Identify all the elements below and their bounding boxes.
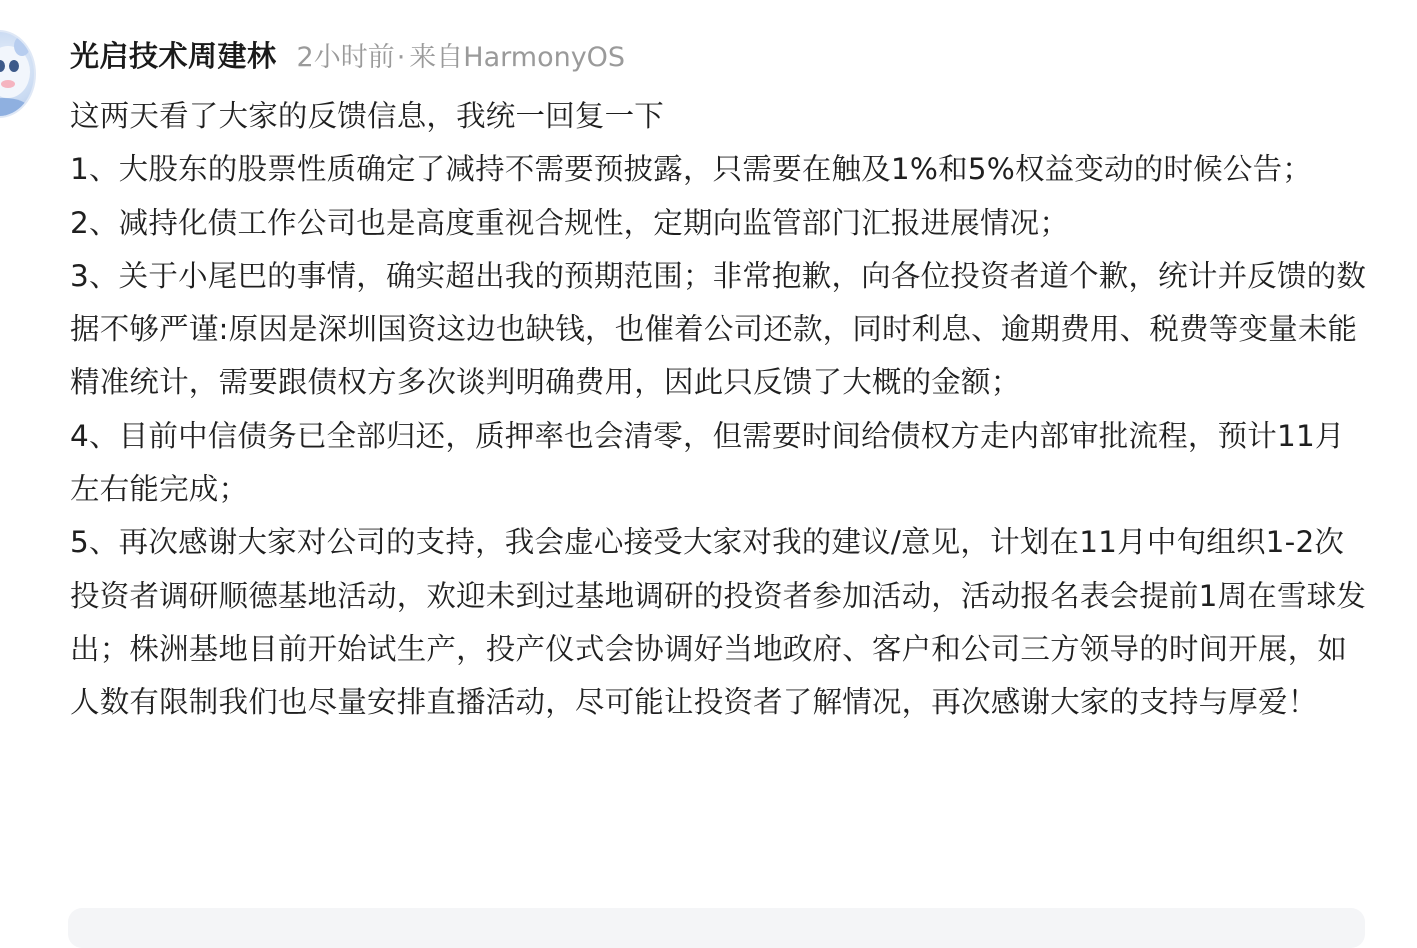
post-header (70, 34, 625, 74)
post-line-4: 4、目前中信债务已全部归还，质押率也会清零，但需要时间给债权方走内部审批流程，预计11月左右能完成； (70, 418, 1345, 507)
post-line-1: 1、大股东的股票性质确定了减持不需要预披露，只需要在触及1%和5%权益变动的时候公告； (70, 152, 1312, 187)
post-meta (297, 35, 626, 74)
meta-separator: · (396, 42, 406, 73)
post-body (70, 90, 1370, 730)
post-source: 来自HarmonyOS (409, 42, 626, 73)
author-name[interactable]: 光启技术周建林 (70, 39, 277, 73)
quoted-content-box[interactable] (68, 908, 1365, 948)
post-line-5: 5、再次感谢大家对公司的支持，我会虚心接受大家对我的建议/意见，计划在11月中旬组织1-2次投资者调研顺德基地活动，欢迎未到过基地调研的投资者参加活动，活动报名表会提前1周在雪球发出；株洲基地目前开始试生产，投产仪式会协调好当地政府、客户和公司三方领导的时间开展，如人数有限制我们也尽量安排直播活动，尽可能让投资者了解情况，再次感谢大家的支持与厚爱！ (70, 525, 1367, 720)
post-line-2: 2、减持化债工作公司也是高度重视合规性，定期向监管部门汇报进展情况； (70, 205, 1070, 240)
post-line-3: 3、关于小尾巴的事情，确实超出我的预期范围；非常抱歉，向各位投资者道个歉，统计并反馈的数据不够严谨:原因是深圳国资这边也缺钱，也催着公司还款，同时利息、逾期费用、税费等变量未能精准统计，需要跟债权方多次谈判明确费用，因此只反馈了大概的金额； (70, 258, 1367, 400)
post-time: 2小时前 (296, 42, 395, 73)
post-line-intro: 这两天看了大家的反馈信息，我统一回复一下 (70, 99, 665, 133)
cartoon-avatar-icon (0, 32, 34, 116)
avatar[interactable] (0, 30, 36, 118)
